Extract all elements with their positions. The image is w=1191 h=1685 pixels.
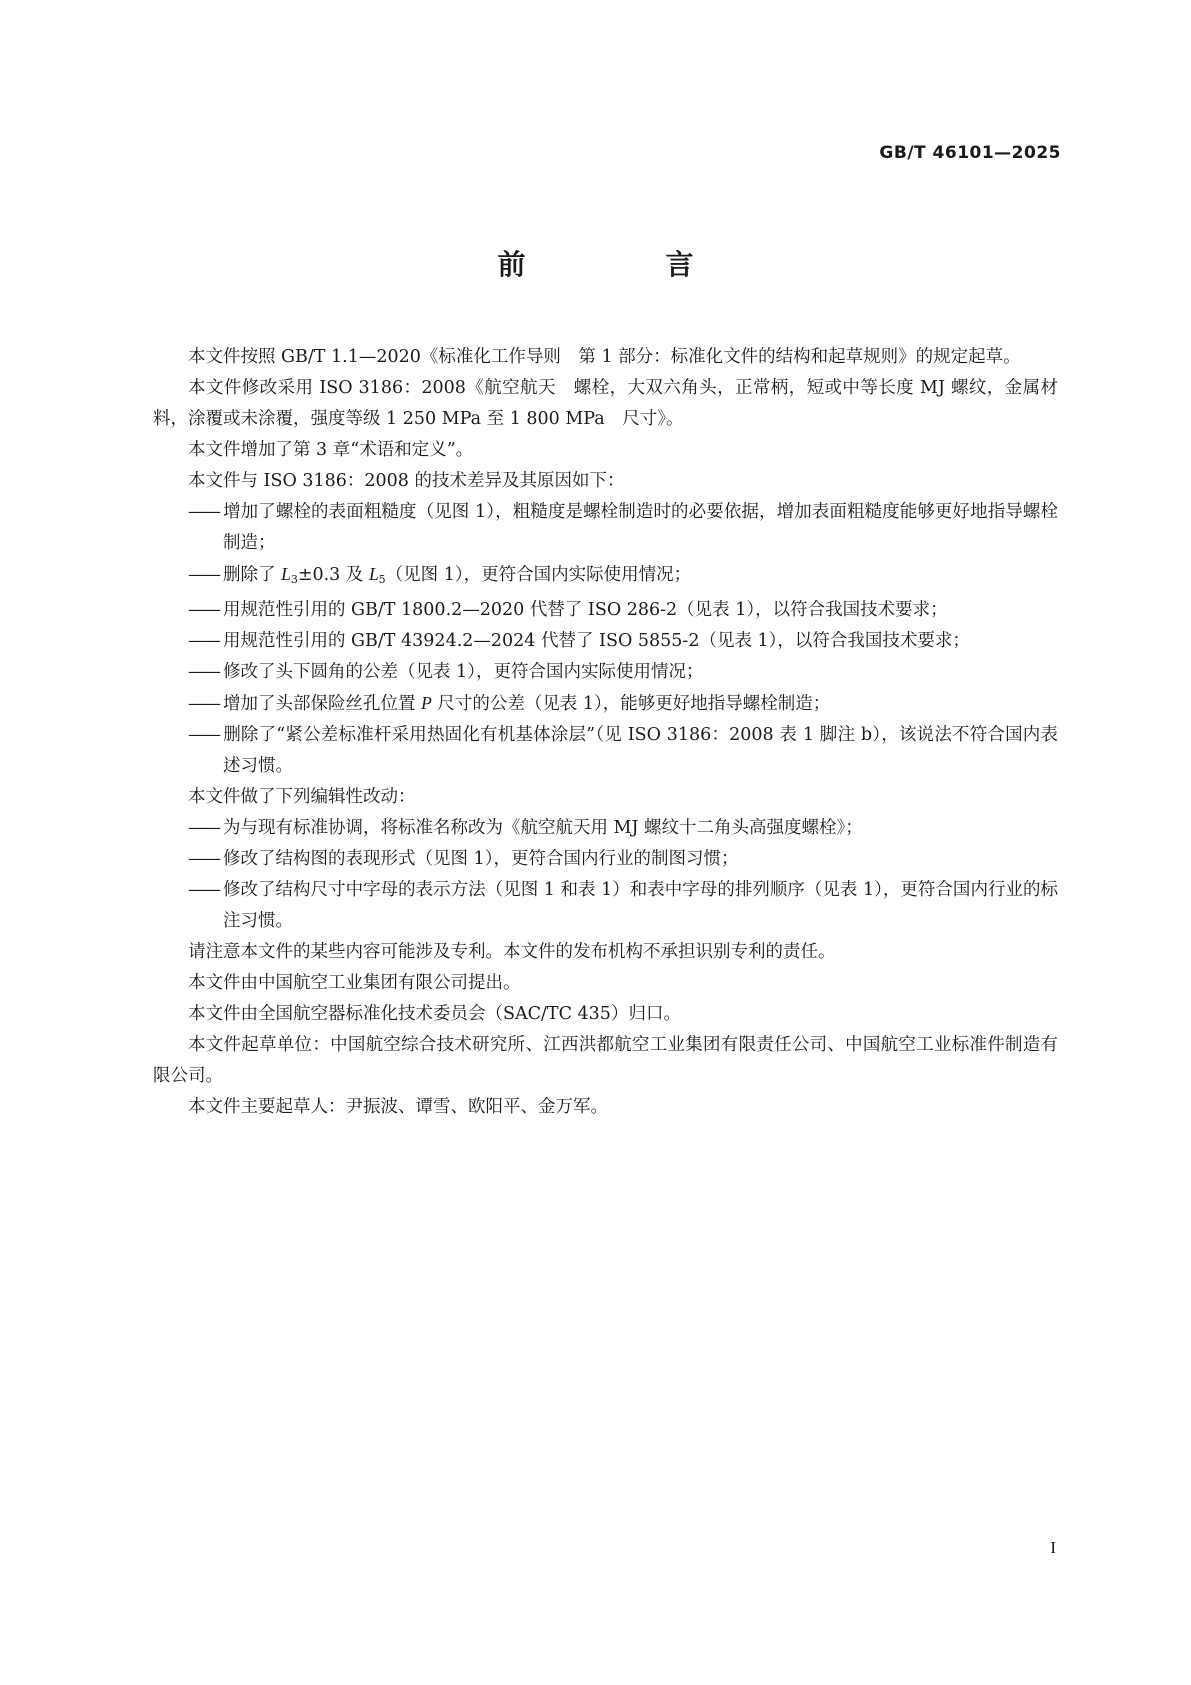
page-title: 前 言 bbox=[497, 248, 750, 281]
subscript: 3 bbox=[290, 573, 298, 586]
dash-mark: —— bbox=[188, 849, 219, 869]
list-item bbox=[153, 688, 1058, 720]
list-item bbox=[153, 497, 1058, 559]
symbol-l: L bbox=[281, 564, 291, 584]
dash-mark: —— bbox=[188, 600, 219, 620]
symbol-p: P bbox=[421, 693, 432, 713]
difference-text: 删除了 bbox=[223, 565, 282, 585]
dash-mark: —— bbox=[188, 725, 219, 745]
difference-text: 删除了“紧公差标准杆采用热固化有机基体涂层”（见 ISO 3186：2008 表 1 脚注 b），该说法不符合国内表述习惯。 bbox=[223, 725, 1058, 776]
difference-text: ±0.3 及 bbox=[297, 565, 369, 585]
paragraph-patent-notice: 请注意本文件的某些内容可能涉及专利。本文件的发布机构不承担识别专利的责任。 bbox=[188, 942, 836, 962]
difference-text: 增加了头部保险丝孔位置 bbox=[223, 694, 422, 714]
difference-text: 增加了螺栓的表面粗糙度（见图 1），粗糙度是螺栓制造时的必要依据，增加表面粗糙度能够更好地指导螺栓制造； bbox=[223, 502, 1058, 553]
difference-text: （见图 1），更符合国内实际使用情况； bbox=[385, 565, 692, 585]
list-item bbox=[153, 657, 1058, 688]
dash-mark: —— bbox=[188, 565, 219, 585]
difference-text: 尺寸的公差（见表 1），能够更好地指导螺栓制造； bbox=[431, 694, 831, 714]
list-item bbox=[153, 595, 1058, 626]
dash-mark: —— bbox=[188, 818, 219, 838]
difference-text: 用规范性引用的 GB/T 1800.2—2020 代替了 ISO 286-2（见表 1），以符合我国技术要求； bbox=[223, 600, 948, 620]
editorial-text: 修改了结构图的表现形式（见图 1），更符合国内行业的制图习惯； bbox=[223, 849, 739, 869]
list-item bbox=[153, 813, 1058, 844]
editorial-text: 为与现有标准协调，将标准名称改为《航空航天用 MJ 螺纹十二角头高强度螺栓》； bbox=[223, 818, 863, 838]
list-item bbox=[153, 626, 1058, 657]
paragraph-editorial-intro: 本文件做了下列编辑性改动： bbox=[188, 787, 416, 807]
paragraph-drafting-rules: 本文件按照 GB/T 1.1—2020《标准化工作导则 第 1 部分：标准化文件的结构和起草规则》的规定起草。 bbox=[188, 347, 1021, 367]
difference-text: 用规范性引用的 GB/T 43924.2—2024 代替了 ISO 5855-2（见表 1），以符合我国技术要求； bbox=[223, 631, 970, 651]
paragraph-drafters: 本文件主要起草人：尹振波、谭雪、欧阳平、金万军。 bbox=[188, 1097, 608, 1117]
paragraph-differences-intro: 本文件与 ISO 3186：2008 的技术差异及其原因如下： bbox=[188, 471, 625, 491]
dash-mark: —— bbox=[188, 662, 219, 682]
paragraph-centralized: 本文件由全国航空器标准化技术委员会（SAC/TC 435）归口。 bbox=[188, 1004, 681, 1024]
dash-mark: —— bbox=[188, 880, 219, 900]
list-item bbox=[153, 875, 1058, 937]
dash-mark: —— bbox=[188, 694, 219, 714]
foreword-body bbox=[153, 342, 1058, 1123]
list-item bbox=[153, 720, 1058, 782]
dash-mark: —— bbox=[188, 631, 219, 651]
difference-text: 修改了头下圆角的公差（见表 1），更符合国内实际使用情况； bbox=[223, 662, 704, 682]
paragraph-adoption: 本文件修改采用 ISO 3186：2008《航空航天 螺栓，大双六角头，正常柄，短或中等长度 MJ 螺纹，金属材料，涂覆或未涂覆，强度等级 1 250 MPa 至 1 800 MPa 尺寸》。 bbox=[153, 378, 1058, 429]
paragraph-proposer: 本文件由中国航空工业集团有限公司提出。 bbox=[188, 973, 521, 993]
page-number: I bbox=[1050, 1538, 1056, 1557]
paragraph-added-chapter: 本文件增加了第 3 章“术语和定义”。 bbox=[188, 440, 474, 460]
standard-number: GB/T 46101—2025 bbox=[879, 143, 1061, 163]
list-item bbox=[153, 559, 1058, 595]
subscript: 5 bbox=[378, 573, 386, 586]
editorial-text: 修改了结构尺寸中字母的表示方法（见图 1 和表 1）和表中字母的排列顺序（见表 1），更符合国内行业的标注习惯。 bbox=[223, 880, 1058, 931]
symbol-l: L bbox=[368, 564, 379, 584]
dash-mark: —— bbox=[188, 502, 219, 522]
list-item bbox=[153, 844, 1058, 875]
paragraph-drafting-units: 本文件起草单位：中国航空综合技术研究所、江西洪都航空工业集团有限责任公司、中国航空工业标准件制造有限公司。 bbox=[153, 1035, 1058, 1086]
